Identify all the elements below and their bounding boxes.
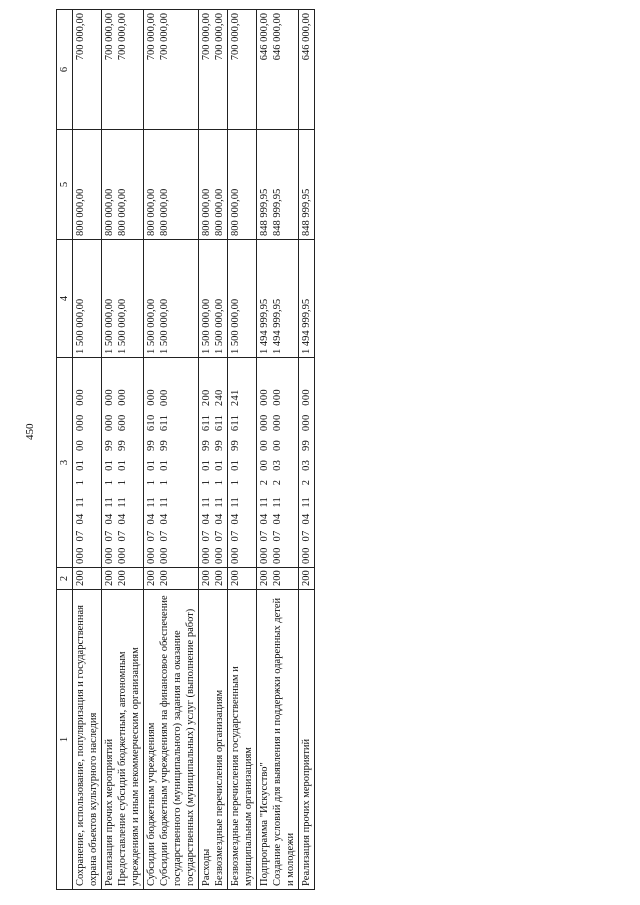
item-amount-col4: 1 500 000,00 <box>214 298 225 354</box>
item-name: Расходы <box>201 848 212 886</box>
page-number: 450 <box>24 423 36 440</box>
item-name: Предоставление субсидий бюджетным, автономным учреждениям и иным некоммерческим организациям <box>117 647 141 886</box>
table-row <box>257 10 299 890</box>
item-name: Сохранение, использование, популяризация и государственная охрана объектов культурного наследия <box>75 605 99 886</box>
item-amount-col4: 1 500 000,00 <box>159 298 170 354</box>
item-code: 200 <box>117 570 128 586</box>
item-code: 200 <box>146 570 157 586</box>
table-cell-code <box>257 568 299 590</box>
item-name: Субсидии бюджетным учреждениям на финансовое обеспечение государственного (муниципального) задания на оказание государственных (муниципальных) услуг (выполнение работ) <box>159 595 196 886</box>
table-cell-code <box>73 568 102 590</box>
table-cell-name <box>144 590 199 890</box>
item-classifier-code: 000 07 04 11 1 01 99 611 000 <box>159 389 170 564</box>
table-cell-v2022 <box>299 130 315 240</box>
item-amount-col5: 800 000,00 <box>159 188 170 236</box>
item-amount-col6: 700 000,00 <box>146 13 157 61</box>
table-cell-kcsr <box>257 358 299 568</box>
table-row <box>73 10 102 890</box>
header-cell-1: 1 <box>57 590 73 890</box>
table-cell-kcsr <box>228 358 257 568</box>
table-cell-v2022 <box>199 130 228 240</box>
table-cell-v2021 <box>199 240 228 358</box>
item-amount-col5: 800 000,00 <box>230 188 241 236</box>
table-row <box>199 10 228 890</box>
item-amount-col5: 800 000,00 <box>117 188 128 236</box>
table-cell-name <box>73 590 102 890</box>
item-code: 200 <box>259 570 270 586</box>
item-amount-col5: 800 000,00 <box>104 188 115 236</box>
table-cell-v2023 <box>144 10 199 130</box>
table-row <box>144 10 199 890</box>
item-name: Безвозмездные перечисления организациям <box>214 689 225 886</box>
rotated-table-container <box>56 10 556 890</box>
budget-table <box>56 9 315 890</box>
table-cell-v2023 <box>299 10 315 130</box>
table-cell-v2023 <box>228 10 257 130</box>
table-cell-name <box>228 590 257 890</box>
item-amount-col5: 800 000,00 <box>146 188 157 236</box>
table-cell-v2022 <box>102 130 144 240</box>
header-cell-3: 3 <box>57 358 73 568</box>
table-cell-kcsr <box>199 358 228 568</box>
item-classifier-code: 000 07 04 11 1 01 99 610 000 <box>146 389 157 564</box>
header-cell-2: 2 <box>57 568 73 590</box>
item-amount-col4: 1 494 999,95 <box>272 298 283 354</box>
table-cell-kcsr <box>299 358 315 568</box>
item-name: Реализация прочих мероприятий <box>104 738 115 886</box>
table-cell-v2021 <box>102 240 144 358</box>
item-amount-col4: 1 494 999,95 <box>301 298 312 354</box>
item-classifier-code: 000 07 04 11 1 01 99 611 200 <box>201 389 212 564</box>
item-amount-col6: 700 000,00 <box>230 13 241 61</box>
table-cell-v2022 <box>144 130 199 240</box>
table-cell-kcsr <box>102 358 144 568</box>
item-amount-col4: 1 500 000,00 <box>201 298 212 354</box>
item-amount-col5: 800 000,00 <box>214 188 225 236</box>
table-cell-v2021 <box>144 240 199 358</box>
table-cell-name <box>102 590 144 890</box>
table-cell-v2021 <box>228 240 257 358</box>
table-cell-code <box>102 568 144 590</box>
item-amount-col6: 646 000,00 <box>272 13 283 61</box>
table-cell-v2022 <box>73 130 102 240</box>
table-body <box>73 10 315 890</box>
item-amount-col6: 700 000,00 <box>214 13 225 61</box>
table-cell-v2021 <box>257 240 299 358</box>
item-amount-col5: 848 999,95 <box>301 188 312 236</box>
table-cell-kcsr <box>144 358 199 568</box>
item-classifier-code: 000 07 04 11 1 01 00 000 000 <box>75 389 86 564</box>
table-cell-v2022 <box>228 130 257 240</box>
table-cell-name <box>199 590 228 890</box>
item-classifier-code: 000 07 04 11 1 01 99 611 241 <box>230 389 241 564</box>
item-name: Создание условий для выявления и поддержки одаренных детей и молодежи <box>272 597 296 886</box>
item-code: 200 <box>301 570 312 586</box>
table-cell-name <box>299 590 315 890</box>
item-amount-col4: 1 500 000,00 <box>230 298 241 354</box>
item-amount-col4: 1 500 000,00 <box>146 298 157 354</box>
item-classifier-code: 000 07 04 11 2 03 99 000 000 <box>301 389 312 564</box>
table-cell-code <box>199 568 228 590</box>
item-amount-col5: 848 999,95 <box>259 188 270 236</box>
header-cell-6: 6 <box>57 10 73 130</box>
item-classifier-code: 000 07 04 11 2 00 00 000 000 <box>259 389 270 564</box>
item-name: Безвозмездные перечисления государственным и муниципальным организациям <box>230 666 254 886</box>
item-amount-col6: 700 000,00 <box>159 13 170 61</box>
table-cell-name <box>257 590 299 890</box>
table-cell-v2023 <box>73 10 102 130</box>
table-cell-v2023 <box>257 10 299 130</box>
table-cell-v2021 <box>73 240 102 358</box>
table-cell-code <box>144 568 199 590</box>
item-amount-col6: 700 000,00 <box>75 13 86 61</box>
table-cell-kcsr <box>73 358 102 568</box>
item-code: 200 <box>159 570 170 586</box>
item-amount-col6: 646 000,00 <box>301 13 312 61</box>
header-cell-4: 4 <box>57 240 73 358</box>
table-row <box>299 10 315 890</box>
table-row <box>228 10 257 890</box>
item-amount-col5: 800 000,00 <box>201 188 212 236</box>
item-classifier-code: 000 07 04 11 1 01 99 611 240 <box>214 389 225 564</box>
item-amount-col6: 700 000,00 <box>117 13 128 61</box>
table-cell-code <box>228 568 257 590</box>
item-amount-col6: 646 000,00 <box>259 13 270 61</box>
item-code: 200 <box>214 570 225 586</box>
item-code: 200 <box>230 570 241 586</box>
table-row <box>102 10 144 890</box>
table-cell-v2023 <box>199 10 228 130</box>
item-amount-col4: 1 500 000,00 <box>117 298 128 354</box>
header-cell-5: 5 <box>57 130 73 240</box>
item-name: Субсидии бюджетным учреждениям <box>146 722 157 886</box>
item-name: Реализация прочих мероприятий <box>301 738 312 886</box>
table-cell-v2023 <box>102 10 144 130</box>
item-amount-col6: 700 000,00 <box>104 13 115 61</box>
item-code: 200 <box>104 570 115 586</box>
item-amount-col4: 1 494 999,95 <box>259 298 270 354</box>
item-amount-col5: 800 000,00 <box>75 188 86 236</box>
item-classifier-code: 000 07 04 11 1 01 99 600 000 <box>117 389 128 564</box>
item-classifier-code: 000 07 04 11 2 03 00 000 000 <box>272 389 283 564</box>
header-row <box>57 10 73 890</box>
item-amount-col5: 848 999,95 <box>272 188 283 236</box>
item-name: Подпрограмма "Искусство" <box>259 762 270 886</box>
item-amount-col4: 1 500 000,00 <box>104 298 115 354</box>
table-cell-code <box>299 568 315 590</box>
item-code: 200 <box>201 570 212 586</box>
item-code: 200 <box>75 570 86 586</box>
table-cell-v2022 <box>257 130 299 240</box>
item-code: 200 <box>272 570 283 586</box>
table-cell-v2021 <box>299 240 315 358</box>
item-classifier-code: 000 07 04 11 1 01 99 000 000 <box>104 389 115 564</box>
item-amount-col4: 1 500 000,00 <box>75 298 86 354</box>
item-amount-col6: 700 000,00 <box>201 13 212 61</box>
